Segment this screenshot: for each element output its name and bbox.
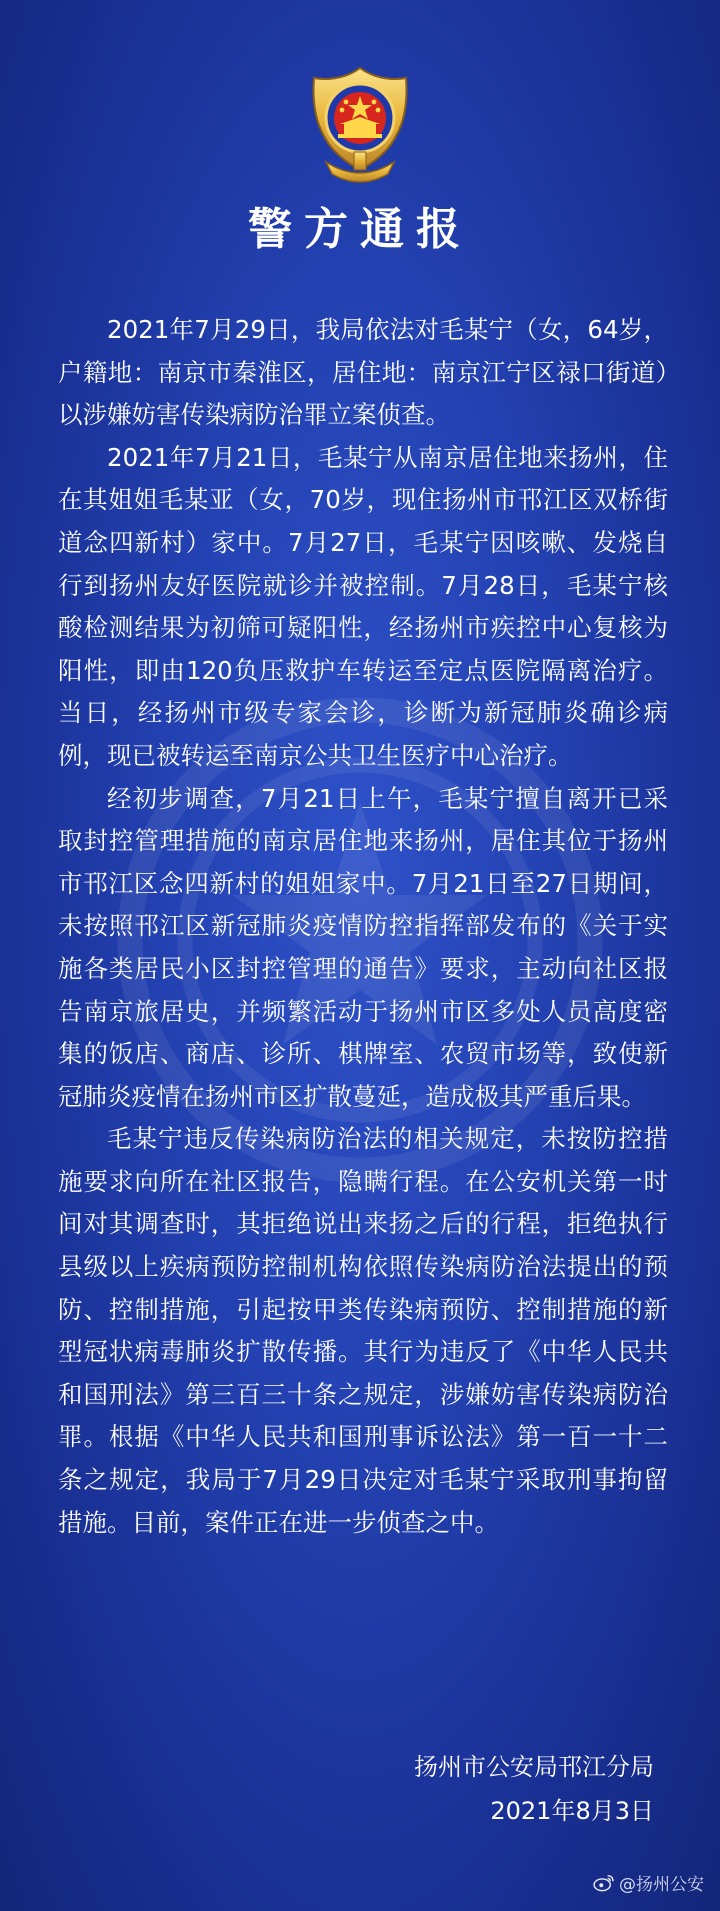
signature-block (414, 1745, 654, 1833)
paragraph-3: 经初步调查，7月21日上午，毛某宁擅自离开已采取封控管理措施的南京居住地来扬州，居住其位于扬州市邗江区念四新村的姐姐家中。7月21日至27日期间，未按照邗江区新冠肺炎疫情防控指挥部发布的《关于实施各类居民小区封控管理的通告》要求，主动向社区报告南京旅居史，并频繁活动于扬州市区多处人员高度密集的饭店、商店、诊所、棋牌室、农贸市场等，致使新冠肺炎疫情在扬州市区扩散蔓延，造成极其严重后果。 (58, 783, 668, 1111)
weibo-watermark (593, 1870, 704, 1895)
issuing-agency: 扬州市公安局邗江分局 (414, 1753, 654, 1781)
paragraph-1: 2021年7月29日，我局依法对毛某宁（女，64岁，户籍地：南京市秦淮区，居住地：南京江宁区禄口街道）以涉嫌妨害传染病防治罪立案侦查。 (58, 315, 668, 430)
paragraph-2: 2021年7月21日，毛某宁从南京居住地来扬州，住在其姐姐毛某亚（女，70岁，现住扬州市邗江区双桥街道念四新村）家中。7月27日，毛某宁因咳嗽、发烧自行到扬州友好医院就诊并被控制。7月28日，毛某宁核酸检测结果为初筛可疑阳性，经扬州市疾控中心复核为阳性，即由120负压救护车转运至定点医院隔离治疗。当日，经扬州市级专家会诊，诊断为新冠肺炎确诊病例，现已被转运至南京公共卫生医疗中心治疗。 (58, 442, 668, 770)
police-badge-icon (296, 62, 424, 190)
weibo-icon (593, 1874, 615, 1892)
notice-body (58, 309, 668, 1544)
paragraph-4: 毛某宁违反传染病防治法的相关规定，未按防控措施要求向所在社区报告，隐瞒行程。在公安机关第一时间对其调查时，其拒绝说出来扬之后的行程，拒绝执行县级以上疾病预防控制机构依照传染病防治法提出的预防、控制措施，引起按甲类传染病预防、控制措施的新型冠状病毒肺炎扩散传播。其行为违反了《中华人民共和国刑法》第三百三十条之规定，涉嫌妨害传染病防治罪。根据《中华人民共和国刑事诉讼法》第一百一十二条之规定，我局于7月29日决定对毛某宁采取刑事拘留措施。目前，案件正在进一步侦查之中。 (58, 1124, 668, 1537)
issue-date: 2021年8月3日 (490, 1797, 654, 1825)
weibo-handle[interactable]: @扬州公安 (619, 1875, 704, 1895)
page-title: 警方通报 (248, 204, 472, 255)
